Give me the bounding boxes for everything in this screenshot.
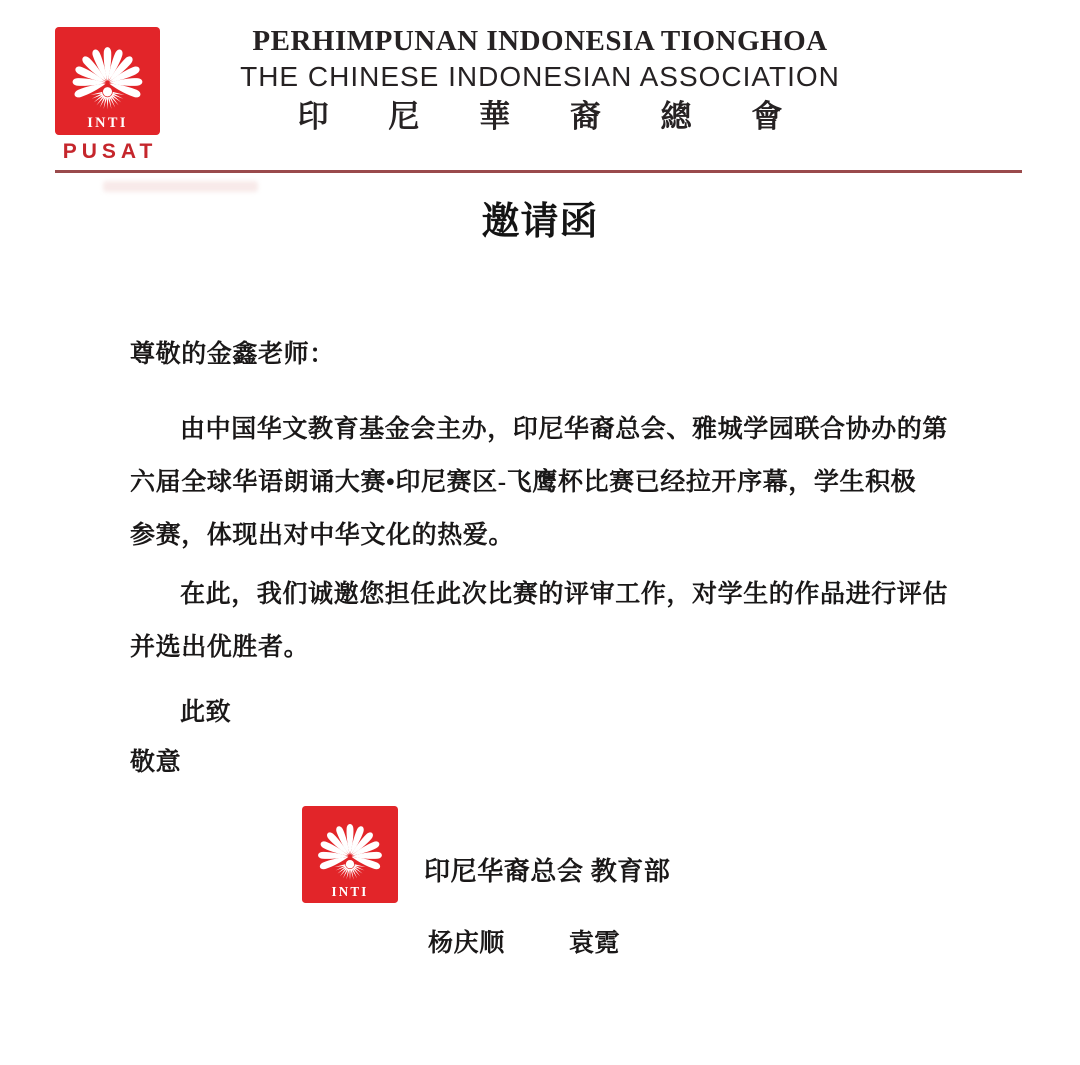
inti-signature-stamp-icon bbox=[302, 806, 398, 903]
closing-salute: 此致 bbox=[180, 699, 232, 726]
signer-name-2: 袁霓 bbox=[568, 930, 621, 957]
signer-name-1: 杨庆顺 bbox=[428, 930, 505, 957]
scan-smudge-artifact bbox=[103, 181, 258, 192]
paragraph-1-line-1: 由中国华文教育基金会主办，印尼华裔总会、雅城学园联合协办的第 bbox=[180, 416, 949, 443]
org-name-english: THE CHINESE INDONESIAN ASSOCIATION bbox=[240, 61, 840, 92]
letter-title: 邀请函 bbox=[481, 201, 599, 243]
greeting-line: 尊敬的金鑫老师： bbox=[130, 341, 335, 368]
logo-pusat-label: PUSAT bbox=[62, 140, 158, 163]
paragraph-2-line-1: 在此，我们诚邀您担任此次比赛的评审工作，对学生的作品进行评估 bbox=[180, 581, 949, 608]
inti-acronym-label: INTI bbox=[87, 114, 128, 132]
org-names bbox=[0, 24, 1080, 136]
paragraph-2 bbox=[130, 568, 960, 674]
closing-respect: 敬意 bbox=[130, 749, 182, 776]
paragraph-1 bbox=[130, 403, 960, 562]
paragraph-2-line-2: 并选出优胜者。 bbox=[130, 634, 310, 661]
paragraph-1-line-2: 六届全球华语朗诵大赛•印尼赛区-飞鹰杯比赛已经拉开序幕，学生积极 bbox=[130, 469, 917, 496]
org-name-chinese: 印 尼 華 裔 總 會 bbox=[297, 99, 809, 134]
paragraph-1-line-3: 参赛，体现出对中华文化的热爱。 bbox=[130, 522, 515, 549]
org-name-indonesian: PERHIMPUNAN INDONESIA TIONGHOA bbox=[252, 25, 828, 57]
signers-row bbox=[428, 928, 620, 960]
signature-department: 印尼华裔总会 教育部 bbox=[424, 857, 671, 886]
letterhead-divider bbox=[55, 170, 1022, 173]
inti-signature-acronym-label: INTI bbox=[331, 883, 369, 899]
